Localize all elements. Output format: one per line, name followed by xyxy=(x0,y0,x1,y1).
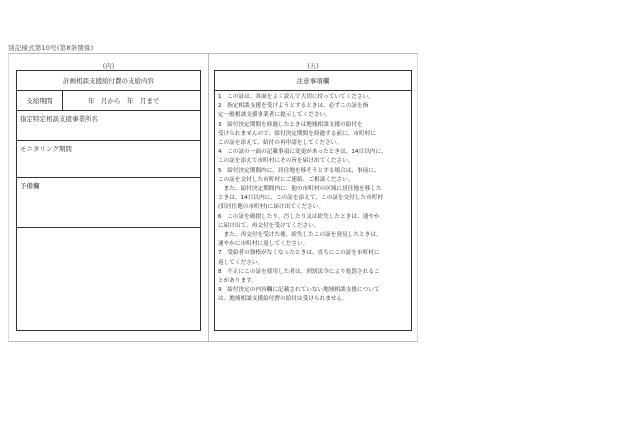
notes-line: 返してください。 xyxy=(218,259,264,266)
notes-line: 7 受給者の資格がなくなったときは、直ちにこの証を市町村に xyxy=(218,250,380,257)
notes-line: に届け出て、再交付を受けてください。 xyxy=(218,222,320,229)
notes-line: ときは、14日以内に、この証を添えて、この証を交付した市町村 xyxy=(218,195,384,202)
support-content-panel xyxy=(16,70,201,331)
right-panel-label: (五) xyxy=(307,62,319,70)
notes-line: 5 給付決定期間内に、居住地を移そうとする場合は、事前に、 xyxy=(218,167,380,174)
fold-divider xyxy=(208,53,209,342)
notes-line: とがあります。 xyxy=(218,278,258,285)
notes-line: 受けられませんので、給付決定期間を経過する前に、市町村に xyxy=(218,130,376,137)
notes-line: また、再交付を受けた後、紛失したこの証を発見したときは、 xyxy=(218,232,382,239)
support-content-title-row xyxy=(17,71,200,91)
notes-line: この証を添えて市町村にその旨を届け出てください。 xyxy=(218,158,354,165)
notes-body xyxy=(218,93,408,305)
notes-line: 2 指定相談支援を受けようとするときは、必ずこの証を指 xyxy=(218,103,369,110)
monitoring-period-label: モニタリング期間 xyxy=(20,145,72,153)
notes-title: 注意事項欄 xyxy=(296,77,330,85)
notes-line: 速やかに市町村に返してください。 xyxy=(218,241,309,248)
notes-line: (旧居住地の市町村)に届け出てください。 xyxy=(218,204,325,211)
notes-panel xyxy=(214,70,412,331)
notes-line: 定一般相談支援事業者に提示してください。 xyxy=(218,112,331,119)
support-period-row xyxy=(17,91,200,111)
notes-line: 6 この証を破損したり、汚したり又は紛失したときは、速やか xyxy=(218,213,380,220)
notes-line: 9 給付決定の内容欄に記載されていない地域相談支援について xyxy=(218,287,380,294)
notes-line: は、地域相談支援給付費の給付は受けられません。 xyxy=(218,296,349,303)
support-period-label: 支給期間 xyxy=(17,91,63,110)
designated-office-label: 指定特定相談支援事業所名 xyxy=(20,115,98,123)
left-panel-label: (内) xyxy=(102,62,115,70)
remarks-label: 予備欄 xyxy=(20,182,40,190)
notes-line: この証を添えて、給付の再申請をしてください。 xyxy=(218,140,343,147)
notes-title-row xyxy=(215,71,411,91)
notes-line: 3 給付決定期間を経過したときは地域相談支援の給付を xyxy=(218,121,363,128)
notes-line: 8 不正にこの証を使用した者は、刑罰法令により処罰されるこ xyxy=(218,268,380,275)
notes-line: 4 この証の一面の記載事項に変更があったときは、14日以内に、 xyxy=(218,149,387,156)
support-period-value: 年 月から 年 月まで xyxy=(88,97,160,105)
monitoring-period-row xyxy=(17,141,200,178)
remarks-row xyxy=(17,178,200,228)
notes-line: 1 この証は、各面をよく読んで大切に持っていてください。 xyxy=(218,94,374,100)
form-caption: 別記様式第10号(第8条関係) xyxy=(8,44,94,52)
notes-line: また、給付決定期間内に、他の市町村の区域に居住地を移した xyxy=(218,186,382,193)
support-content-title: 計画相談支援給付費の支給内容 xyxy=(63,77,154,85)
designated-office-row xyxy=(17,111,200,141)
notes-line: この証を交付した市町村にご連絡、ご相談ください。 xyxy=(218,176,354,183)
